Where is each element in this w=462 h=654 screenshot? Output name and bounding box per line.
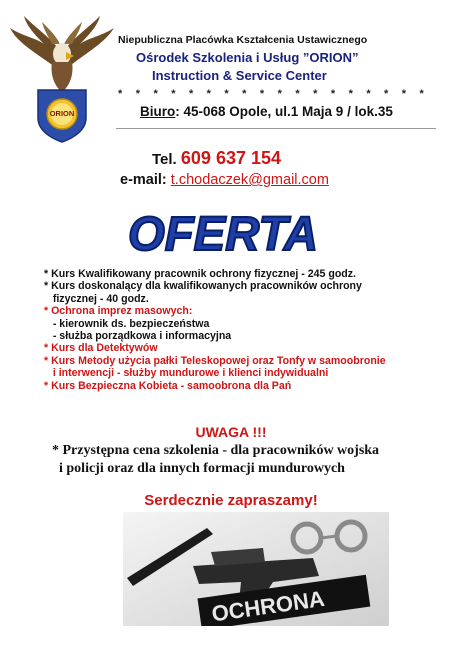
notice-line-1: * Przystępna cena szkolenia - dla pracowników wojska <box>52 443 380 458</box>
offer-title <box>124 204 324 262</box>
phone-number[interactable]: 609 637 154 <box>180 148 282 168</box>
invitation: Serdecznie zapraszamy! <box>144 492 318 509</box>
institution-english-name: Instruction & Service Center <box>152 68 327 83</box>
office-address-text: : 45-068 Opole, ul.1 Maja 9 / lok.35 <box>175 104 393 119</box>
notice-line-2: i policji oraz dla innych formacji mundurowych <box>52 461 345 476</box>
office-address <box>140 104 393 119</box>
offer-item: * Kurs Kwalifikowany pracownik ochrony fizycznej - 245 godz. <box>44 268 356 280</box>
offer-list <box>44 268 454 392</box>
offer-item: * Kurs Bezpieczna Kobieta - samoobrona dla Pań <box>44 379 292 392</box>
star-divider: * * * * * * * * * * * * * * * * * * <box>118 88 430 100</box>
offer-item: * Kurs doskonalący dla kwalifikowanych pracowników ochrony <box>44 280 362 293</box>
logo-text: ORION <box>49 109 75 118</box>
email <box>120 172 329 188</box>
svg-text:OFERTA: OFERTA <box>128 208 318 261</box>
office-label: Biuro <box>140 104 176 119</box>
email-link[interactable]: t.chodaczek@gmail.com <box>170 172 329 188</box>
institution-name: Ośrodek Szkolenia i Usług ”ORION” <box>136 50 359 65</box>
offer-item: * Ochrona imprez masowych: <box>44 305 193 318</box>
offer-item: * Kurs dla Detektywów <box>44 342 158 355</box>
svg-text:OCHRONA: OCHRONA <box>210 585 327 626</box>
phone <box>152 148 281 169</box>
offer-item: - kierownik ds. bezpieczeństwa <box>44 317 210 330</box>
header-divider <box>116 128 436 129</box>
security-equipment-photo <box>123 512 389 626</box>
phone-label: Tel. <box>152 151 181 168</box>
offer-item: - służba porządkowa i informacyjna <box>44 330 232 343</box>
email-label: e-mail: <box>120 172 171 188</box>
offer-item: i interwencji - służby mundurowe i klienci indywidualni <box>44 367 329 380</box>
offer-item: * Kurs Metody użycia pałki Teleskopowej oraz Tonfy w samoobronie <box>44 354 386 367</box>
notice-text <box>52 442 379 478</box>
notice-title: UWAGA !!! <box>195 424 267 440</box>
institution-type: Niepubliczna Placówka Kształcenia Ustawicznego <box>118 34 368 46</box>
offer-item: fizycznej - 40 godz. <box>44 292 149 305</box>
orion-eagle-logo <box>8 14 116 144</box>
